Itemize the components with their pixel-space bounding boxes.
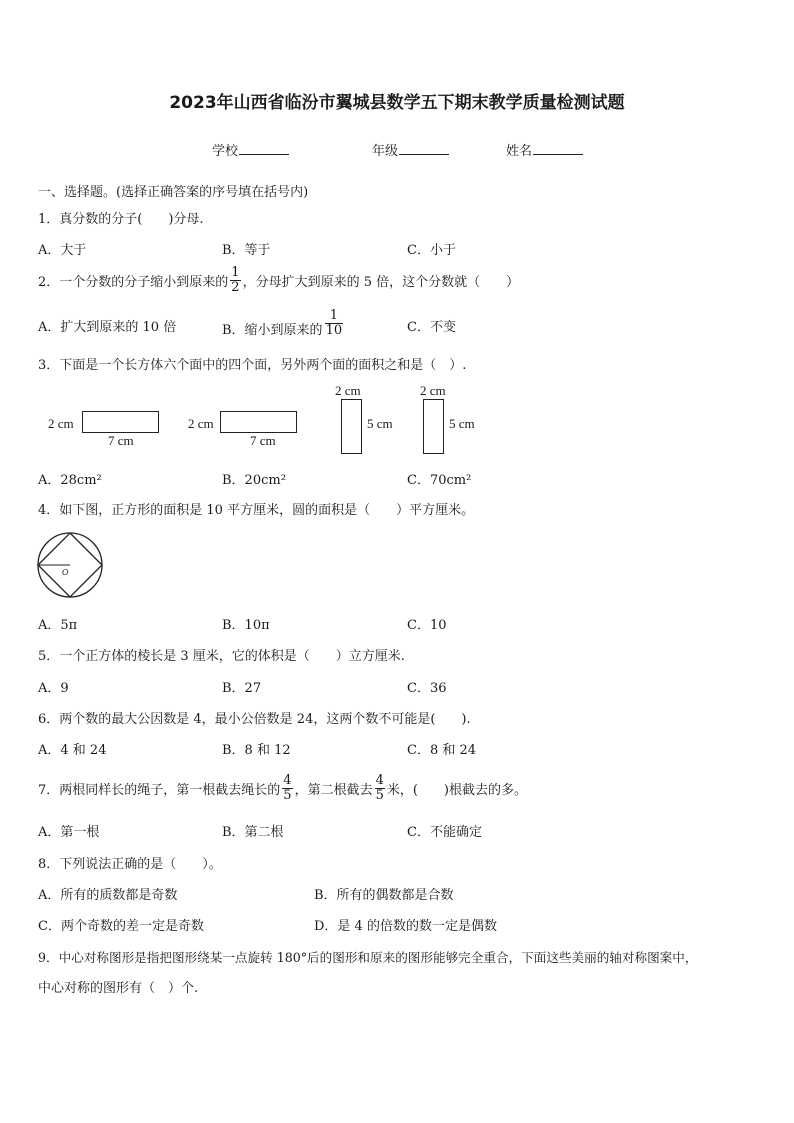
- q8-option-c[interactable]: C．两个奇数的差一定是奇数: [38, 919, 204, 934]
- question-7: [38, 773, 528, 805]
- q1-option-c[interactable]: C．小于: [407, 243, 456, 258]
- question-9-line-2: 中心对称的图形有（ ）个.: [38, 981, 199, 996]
- name-label: 姓名: [506, 144, 533, 159]
- rect3-height-label: 5 cm: [367, 416, 393, 431]
- q7-fraction-2: [375, 774, 385, 803]
- q6-option-a[interactable]: A．4 和 24: [38, 743, 107, 758]
- q2-option-b-text: B．缩小到原来的: [222, 323, 323, 338]
- q2-text-a: 2．一个分数的分子缩小到原来的: [38, 275, 229, 290]
- q2-text-b: ，分母扩大到原来的 5 倍，这个分数就（ ）: [242, 275, 520, 290]
- q4-option-c[interactable]: C．10: [407, 618, 447, 633]
- q7-text-b: ，第二根截去: [294, 783, 373, 798]
- q7-text-a: 7．两根同样长的绳子，第一根截去绳长的: [38, 783, 281, 798]
- grade-label: 年级: [372, 144, 399, 159]
- rect1: [82, 411, 159, 433]
- q2-fraction: [230, 266, 240, 295]
- q7-frac1-den: 5: [283, 788, 292, 803]
- page-title: 2023年山西省临汾市翼城县数学五下期末教学质量检测试题: [169, 93, 625, 113]
- q8-option-b[interactable]: B．所有的偶数都是合数: [314, 888, 454, 903]
- q3-option-a[interactable]: A．28cm²: [38, 473, 102, 488]
- school-label: 学校: [212, 144, 239, 159]
- q7-option-b[interactable]: B．第二根: [222, 825, 284, 840]
- question-3: 3．下面是一个长方体六个面中的四个面，另外两个面的面积之和是（ ）.: [38, 358, 467, 373]
- rect2-height-label: 2 cm: [188, 416, 214, 431]
- q6-option-b[interactable]: B．8 和 12: [222, 743, 291, 758]
- q5-option-b[interactable]: B．27: [222, 681, 262, 696]
- name-blank[interactable]: [533, 142, 583, 155]
- grade-blank[interactable]: [399, 142, 449, 155]
- q7-option-c[interactable]: C．不能确定: [407, 825, 482, 840]
- question-9-line-1: 9．中心对称图形是指把图形绕某一点旋转 180°后的图形和原来的图形能够完全重合，下面这些美丽的轴对称图案中，: [38, 950, 698, 965]
- q2-option-c[interactable]: C．不变: [407, 320, 456, 335]
- question-4: 4．如下图，正方形的面积是 10 平方厘米，圆的面积是（ ）平方厘米。: [38, 503, 475, 518]
- q3-option-c[interactable]: C．70cm²: [407, 473, 472, 488]
- question-6: 6．两个数的最大公因数是 4，最小公倍数是 24，这两个数不可能是( ).: [38, 712, 471, 727]
- q4-option-b[interactable]: B．10π: [222, 618, 270, 633]
- q2-frac-num: 1: [231, 265, 240, 280]
- q2-frac-den: 2: [231, 280, 240, 295]
- rect4-height-label: 5 cm: [449, 416, 475, 431]
- q5-option-a[interactable]: A．9: [38, 681, 69, 696]
- q2-opt-frac-den: 10: [325, 323, 343, 338]
- q7-frac2-num: 4: [375, 773, 384, 788]
- rect2: [220, 411, 297, 433]
- rect4-width-label: 2 cm: [420, 383, 446, 398]
- q8-option-a[interactable]: A．所有的质数都是奇数: [38, 888, 178, 903]
- q1-option-a[interactable]: A．大于: [38, 243, 87, 258]
- rect1-width-label: 7 cm: [108, 433, 134, 448]
- rect2-width-label: 7 cm: [250, 433, 276, 448]
- rect3-width-label: 2 cm: [335, 383, 361, 398]
- rect3: [341, 399, 362, 454]
- name-field: [506, 140, 583, 159]
- center-label: O: [62, 568, 69, 577]
- question-8: 8．下列说法正确的是（ ）。: [38, 857, 222, 872]
- section-heading: 一、选择题。(选择正确答案的序号填在括号内): [38, 185, 309, 200]
- q3-option-b[interactable]: B．20cm²: [222, 473, 286, 488]
- q5-option-c[interactable]: C．36: [407, 681, 447, 696]
- q2-option-a[interactable]: A．扩大到原来的 10 倍: [38, 320, 177, 335]
- q2-option-b-fraction: [325, 309, 344, 338]
- q4-option-a[interactable]: A．5π: [38, 618, 78, 633]
- q8-option-d[interactable]: D．是 4 的倍数的数一定是偶数: [314, 919, 497, 934]
- q2-opt-frac-num: 1: [329, 308, 338, 323]
- rect1-height-label: 2 cm: [48, 416, 74, 431]
- question-5: 5．一个正方体的棱长是 3 厘米，它的体积是（ ）立方厘米.: [38, 649, 405, 664]
- q7-frac1-num: 4: [283, 773, 292, 788]
- grade-field: [372, 140, 449, 159]
- q7-fraction-1: [282, 774, 292, 803]
- question-2: [38, 265, 520, 297]
- q7-text-c: 米，( )根截去的多。: [386, 783, 528, 798]
- q2-option-b[interactable]: [222, 309, 345, 338]
- q6-option-c[interactable]: C．8 和 24: [407, 743, 477, 758]
- q1-option-b[interactable]: B．等于: [222, 243, 271, 258]
- school-field: [212, 140, 289, 159]
- q7-option-a[interactable]: A．第一根: [38, 825, 100, 840]
- q7-frac2-den: 5: [375, 788, 384, 803]
- school-blank[interactable]: [239, 142, 289, 155]
- rect4: [423, 399, 444, 454]
- question-1: 1．真分数的分子( )分母.: [38, 212, 204, 227]
- q4-figure-circle-square: [36, 531, 104, 599]
